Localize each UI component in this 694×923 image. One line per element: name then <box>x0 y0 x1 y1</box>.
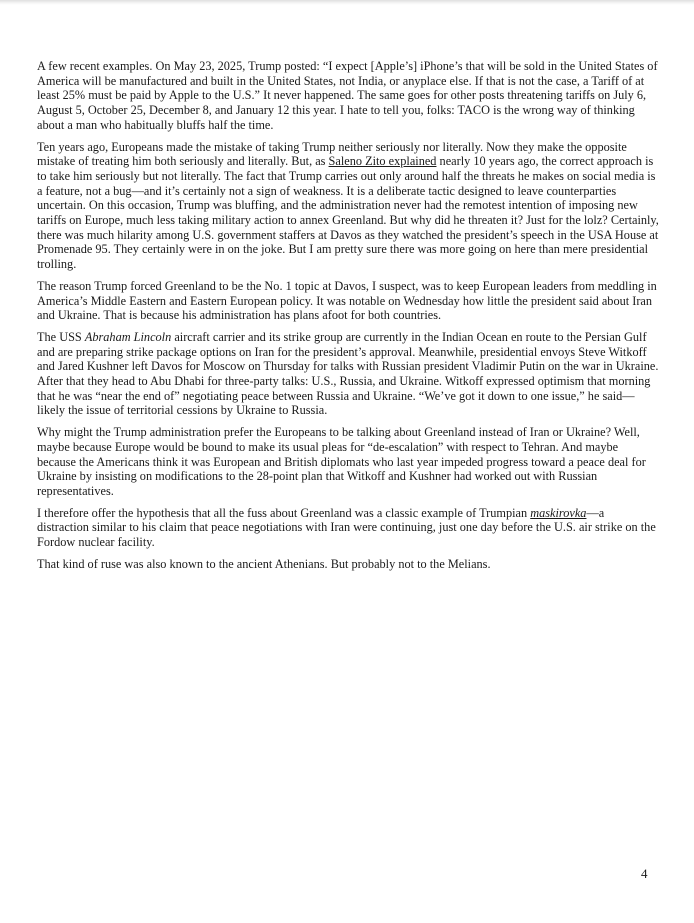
paragraph <box>37 425 659 499</box>
paragraph <box>37 330 659 418</box>
maskirovka-link[interactable]: maskirovka <box>530 505 587 520</box>
saleno-zito-link[interactable]: Saleno Zito explained <box>328 154 437 169</box>
text-run: Ten years ago, Europeans made the mistake of taking Trump neither seriously nor literally. Now they make the opposite mistake of treating him both seriously and literally. But, as <box>37 139 627 169</box>
page-top-edge <box>0 0 694 5</box>
page-number: 4 <box>641 866 648 881</box>
text-run: The reason Trump forced Greenland to be the No. 1 topic at Davos, I suspect, was to keep European leaders from meddling in America’s Middle Eastern and Eastern European policy. It was notable on Wednesday how little the president said about Iran and Ukraine. That is because his administration has plans afoot for both countries. <box>37 278 657 323</box>
article-body <box>37 59 659 579</box>
text-run: —a distraction similar to his claim that peace negotiations with Iran were continuing, just one day before the U.S. air strike on the Fordow nuclear facility. <box>37 505 656 550</box>
paragraph <box>37 59 659 133</box>
paragraph <box>37 557 659 572</box>
text-run: That kind of ruse was also known to the ancient Athenians. But probably not to the Melians. <box>37 556 491 571</box>
paragraph <box>37 279 659 323</box>
text-run: Why might the Trump administration prefer the Europeans to be talking about Greenland instead of Iran or Ukraine? Well, maybe because Europe would be bound to make its usual pleas for “de-escalation” with respect to Tehran. And maybe because the Americans think it was European and British diplomats who last year impeded progress toward a peace deal for Ukraine by insisting on modifications to the 28-point plan that Witkoff and Kushner had worked out with Russian representatives. <box>37 425 646 498</box>
paragraph <box>37 506 659 550</box>
text-run: A few recent examples. On May 23, 2025, Trump posted: “I expect [Apple’s] iPhone’s that will be sold in the United States of America will be manufactured and built in the United States, not India, or anyplace else. If that is not the case, a Tariff of at least 25% must be paid by Apple to the U.S.” It never happened. The same goes for other posts threatening tariffs on July 6, August 5, October 25, December 8, and January 12 this year. I hate to tell you, folks: TACO is the wrong way of thinking about a man who habitually bluffs half the time. <box>37 59 658 132</box>
paragraph <box>37 140 659 272</box>
ship-name-italic: Abraham Lincoln <box>84 329 172 344</box>
text-run: aircraft carrier and its strike group are currently in the Indian Ocean en route to the Persian Gulf and are preparing strike package options on Iran for the president’s approval. Meanwhile, presidential envoys Steve Witkoff and Jared Kushner left Davos for Moscow on Thursday for talks with Russian president Vladimir Putin on the war in Ukraine. After that they head to Abu Dhabi for three-party talks: U.S., Russia, and Ukraine. Witkoff expressed optimism that morning that he was “near the end of” negotiating peace between Russia and Ukraine. “We’ve got it down to one issue,” he said—likely the issue of territorial cessions by Ukraine to Russia. <box>37 329 659 418</box>
text-run: The USS <box>37 329 85 344</box>
text-run: I therefore offer the hypothesis that all the fuss about Greenland was a classic example of Trumpian <box>37 505 531 520</box>
text-run: nearly 10 years ago, the correct approach is to take him seriously but not literally. The fact that Trump carries out only around half the threats he makes on social media is a feature, not a bug—and it’s certainly not a sign of weakness. It is a deliberate tactic designed to leave counterparties uncertain. On this occasion, Trump was bluffing, and the administration never had the remotest intention of imposing new tariffs on Europe, much less taking military action to annex Greenland. But why did he threaten it? Just for the lolz? Certainly, there was much hilarity among U.S. government staffers at Davos as they watched the president’s speech in the USA House at Promenade 95. They certainly were in on the joke. But I am pretty sure there was more going on here than mere presidential trolling. <box>37 154 659 272</box>
